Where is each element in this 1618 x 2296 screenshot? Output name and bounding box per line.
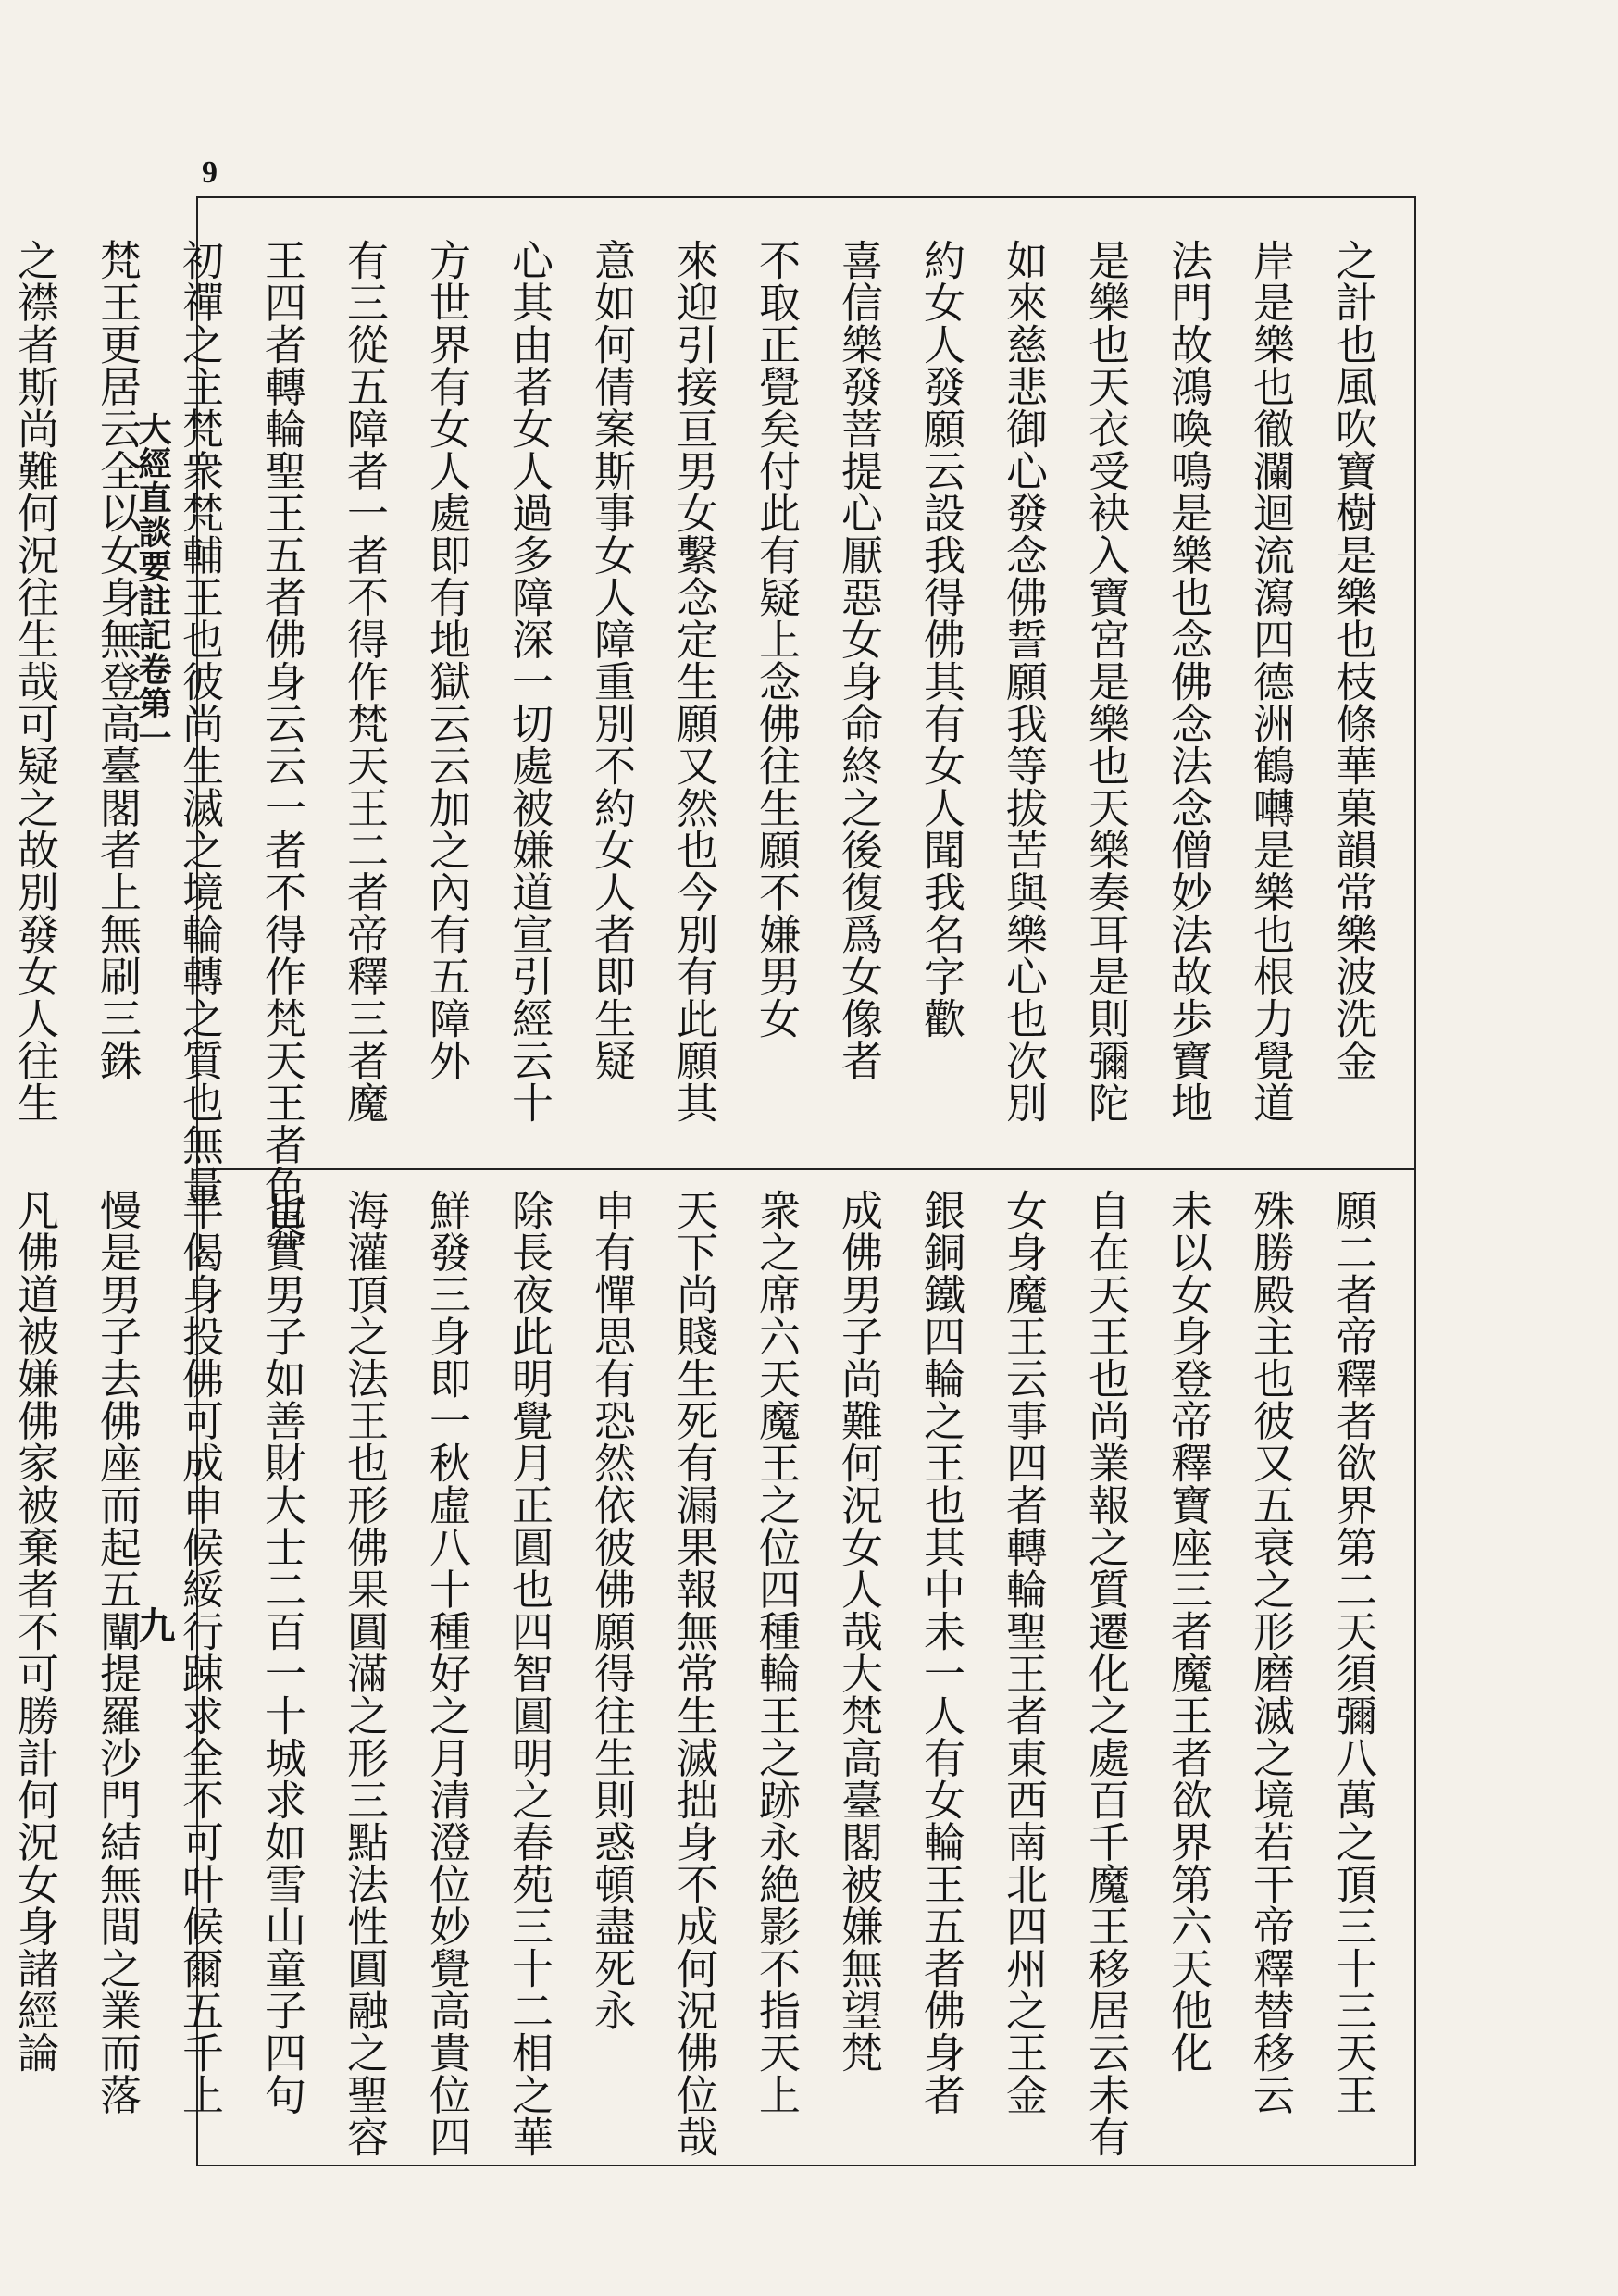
text-column: 不取正覺矣付此有疑上念佛往生願不嫌男女 [752, 239, 801, 1040]
text-column: 心其由者女人過多障深一切處被嫌道宣引經云十 [504, 239, 554, 1124]
text-column: 喜信樂發菩提心厭惡女身命終之後復爲女像者 [834, 239, 883, 1081]
running-title: 大經直談要註記卷第一 [133, 412, 172, 755]
text-column: 殊勝殿主也彼又五衰之形磨滅之境若干帝釋替移云 [1246, 1189, 1295, 2115]
text-column: 女身魔王云事四者轉輪聖王者東西南北四州之王金 [999, 1189, 1048, 2115]
text-column: 申有憚思有恐然依彼佛願得往生則惑頓盡死永 [587, 1189, 636, 2031]
text-column: 未以女身登帝釋寶座三者魔王者欲界第六天他化 [1164, 1189, 1213, 2074]
text-column: 岸是樂也徹瀾迴流瀉四德洲鶴囀是樂也根力覺道 [1246, 239, 1295, 1124]
page-number-arabic: 9 [202, 156, 218, 190]
register-divider [196, 1168, 1416, 1170]
text-column: 也實男子如善財大士二百一十城求如雪山童子四句 [257, 1189, 306, 2115]
text-column: 海灌頂之法王也形佛果圓滿之形三點法性圓融之聖容 [340, 1189, 389, 2158]
page-number-kanji: 九 [132, 1606, 176, 1643]
text-column: 之襟者斯尚難何況往生哉可疑之故別發女人往生 [10, 239, 59, 1124]
text-column: 約女人發願云設我得佛其有女人聞我名字歡 [916, 239, 965, 1040]
text-column: 鮮發三身即一秋虛八十種好之月清澄位妙覺高貴位四 [422, 1189, 471, 2158]
text-column: 法門故鴻喚鳴是樂也念佛念法念僧妙法故歩寶地 [1164, 239, 1213, 1124]
text-column: 半偈身投佛可成申候綏行踈求全不可叶候爾五千上 [175, 1189, 224, 2115]
text-column: 除長夜此明覺月正圓也四智圓明之春苑三十二相之華 [504, 1189, 554, 2158]
text-column: 之計也風吹寶樹是樂也枝條華菓韻常樂波洗金 [1328, 239, 1377, 1081]
text-column: 自在天王也尚業報之質遷化之處百千魔王移居云未有 [1081, 1189, 1130, 2158]
text-column: 有三從五障者一者不得作梵天王二者帝釋三者魔 [340, 239, 389, 1124]
lower-register [10, 1189, 1394, 2158]
text-column: 願二者帝釋者欲界第二天須彌八萬之頂三十三天王 [1328, 1189, 1377, 2115]
text-column: 方世界有女人處即有地獄云云加之內有五障外 [422, 239, 471, 1081]
text-column: 天下尚賤生死有漏果報無常生滅拙身不成何況佛位哉 [669, 1189, 718, 2158]
text-column: 來迎引接亘男女繫念定生願又然也今別有此願其 [669, 239, 718, 1124]
text-column: 慢是男子去佛座而起五闡提羅沙門結無間之業而落 [93, 1189, 142, 2115]
text-column: 梵王更居云全以女身無登高臺閣者上無刷三銖 [93, 239, 142, 1081]
text-column: 是樂也天衣受袂入寶宮是樂也天樂奏耳是則彌陀 [1081, 239, 1130, 1124]
text-column: 銀銅鐵四輪之王也其中未一人有女輪王五者佛身者 [916, 1189, 965, 2115]
text-column: 凡佛道被嫌佛家被棄者不可勝計何況女身諸經論 [10, 1189, 59, 2074]
text-column: 初禪之主梵衆梵輔王也彼尚生滅之境輪轉之質也無量 [175, 239, 224, 1208]
text-column: 衆之席六天魔王之位四種輪王之跡永絶影不指天上 [752, 1189, 801, 2115]
text-column: 王四者轉輪聖王五者佛身云云一者不得作梵天王者色界 [257, 239, 306, 1250]
text-column: 如來慈悲御心發念佛誓願我等拔苦與樂心也次別 [999, 239, 1048, 1124]
text-column: 成佛男子尚難何況女人哉大梵高臺閣被嫌無望梵 [834, 1189, 883, 2074]
text-column: 意如何倩案斯事女人障重別不約女人者即生疑 [587, 239, 636, 1081]
